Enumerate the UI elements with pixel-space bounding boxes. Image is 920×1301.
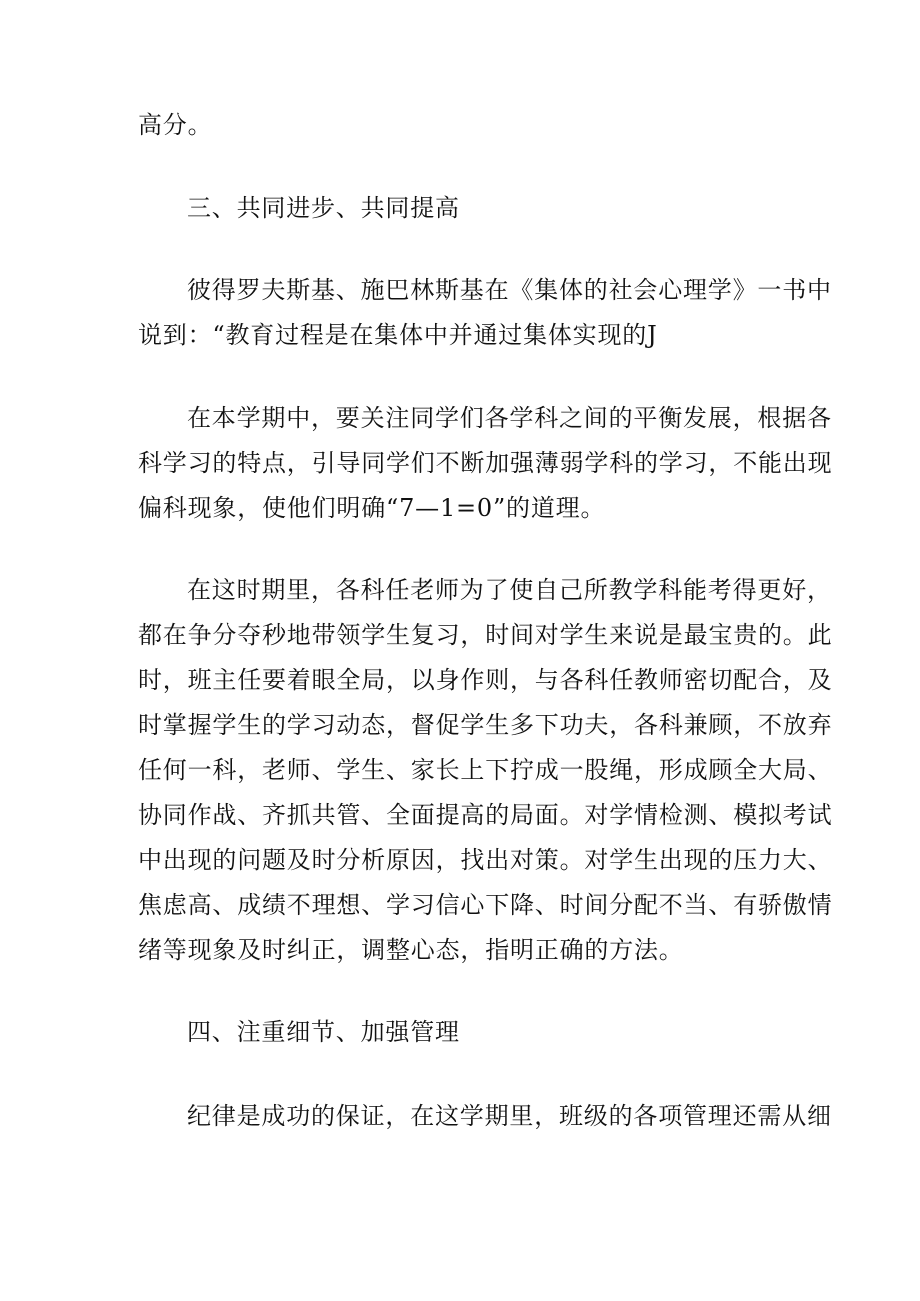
- paragraph-line: 任何一科，老师、学生、家长上下拧成一股绳，形成顾全大局、: [138, 756, 833, 784]
- paragraph-line: 时掌握学生的学习动态，督促学生多下功夫，各科兼顾，不放弃: [138, 711, 833, 739]
- paragraph-line: 时，班主任要着眼全局，以身作则，与各科任教师密切配合，及: [138, 666, 833, 694]
- paragraph-line: 纪律是成功的保证，在这学期里，班级的各项管理还需从细: [187, 1102, 832, 1130]
- paragraph-line: 偏科现象，使他们明确“7—1=0”的道理。: [138, 494, 606, 522]
- paragraph-line: 彼得罗夫斯基、施巴林斯基在《集体的社会心理学》一书中: [187, 276, 832, 304]
- paragraph-line: 焦虑高、成绩不理想、学习信心下降、时间分配不当、有骄傲情: [138, 891, 833, 919]
- paragraph-line: 科学习的特点，引导同学们不断加强薄弱学科的学习，不能出现: [138, 449, 833, 477]
- paragraph-line: 说到：“教育过程是在集体中并通过集体实现的J: [138, 321, 658, 349]
- paragraph-line: 在本学期中，要关注同学们各学科之间的平衡发展，根据各: [187, 404, 832, 432]
- paragraph-line: 在这时期里，各科任老师为了使自己所教学科能考得更好，: [187, 576, 832, 604]
- section-heading: 三、共同进步、共同提高: [187, 194, 460, 222]
- paragraph-line: 绪等现象及时纠正，调整心态，指明正确的方法。: [138, 936, 684, 964]
- paragraph-line: 高分。: [138, 111, 213, 139]
- paragraph-line: 都在争分夺秒地带领学生复习，时间对学生来说是最宝贵的。此: [138, 621, 833, 649]
- paragraph-line: 协同作战、齐抓共管、全面提高的局面。对学情检测、模拟考试: [138, 801, 833, 829]
- paragraph-line: 中出现的问题及时分析原因，找出对策。对学生出现的压力大、: [138, 846, 833, 874]
- section-heading: 四、注重细节、加强管理: [187, 1018, 460, 1046]
